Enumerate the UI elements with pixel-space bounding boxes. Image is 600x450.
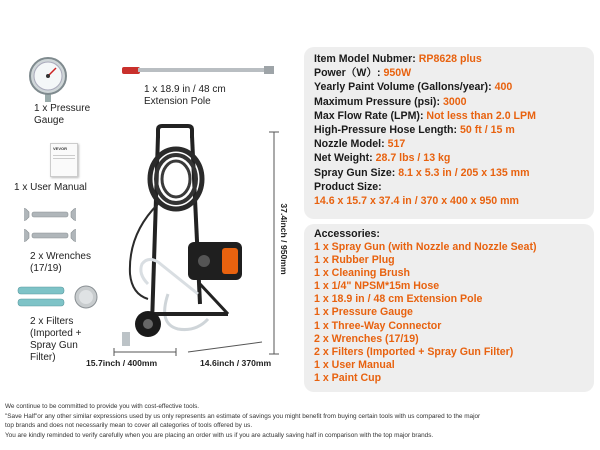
spec-value: 14.6 x 15.7 x 37.4 in / 370 x 400 x 950 mm (314, 195, 519, 208)
wrench-label-line1: 2 x Wrenches (30, 251, 91, 262)
user-manual-image (50, 143, 78, 177)
width-dimension: 15.7inch / 400mm (86, 358, 158, 368)
spec-label: Power（W）: (314, 67, 384, 80)
accessories-panel (304, 224, 594, 392)
filter-label-line2: (Imported + (30, 328, 82, 339)
accessory-item: 1 x Paint Cup (314, 371, 382, 384)
spec-line (314, 123, 594, 137)
accessory-item: 1 x Rubber Plug (314, 254, 395, 267)
spec-line (314, 151, 594, 165)
spec-value: 517 (387, 138, 406, 151)
spec-line (314, 66, 594, 80)
dimension-lines (84, 128, 294, 358)
accessory-item: 2 x Wrenches (17/19) (314, 332, 419, 345)
spec-value: 8.1 x 5.3 in / 205 x 135 mm (398, 166, 530, 179)
spec-label: High-Pressure Hose Length: (314, 124, 460, 137)
spec-line (314, 95, 594, 109)
spec-label: Spray Gun Size: (314, 166, 399, 179)
spec-label: Yearly Paint Volume (Gallons/year): (314, 81, 495, 94)
specs-list (304, 47, 594, 208)
manual-label: 1 x User Manual (14, 182, 87, 193)
footer-line-2: "Save Half"or any other similar expressions used by us only represents an estimate of savings you might benefit from buying certain tools with us compared to the major (5, 412, 481, 420)
accessory-item: 1 x 1/4" NPSM*15m Hose (314, 280, 440, 293)
pressure-gauge-image (28, 56, 68, 104)
spec-line (314, 52, 594, 66)
disclaimer-footer (5, 402, 595, 440)
accessory-item: 1 x Spray Gun (with Nozzle and Nozzle Seat) (314, 241, 537, 253)
spec-label: Item Model Nubmer: (314, 53, 419, 65)
gauge-label-line2: Gauge (34, 115, 65, 126)
spec-value: Not less than 2.0 LPM (426, 109, 536, 122)
accessory-item: 1 x 18.9 in / 48 cm Extension Pole (314, 293, 483, 306)
accessory-item: 1 x Pressure Gauge (314, 306, 413, 319)
accessory-item: 2 x Filters (Imported + Spray Gun Filter) (314, 345, 514, 358)
spec-value: 3000 (442, 95, 467, 108)
spec-line (314, 109, 594, 123)
spec-label: Net Weight: (314, 152, 376, 165)
spec-label: Product Size: (314, 180, 382, 193)
height-dimension: 37.4inch / 950mm (279, 203, 289, 275)
accessory-item: 1 x Three-Way Connector (314, 319, 442, 332)
accessories-title: Accessories: (314, 228, 380, 240)
depth-dimension: 14.6inch / 370mm (200, 358, 272, 368)
spec-label: Maximum Pressure (psi): (314, 95, 443, 108)
accessory-item: 1 x User Manual (314, 358, 395, 371)
spec-value: 50 ft / 15 m (459, 124, 515, 137)
spec-value: 28.7 lbs / 13 kg (375, 152, 451, 165)
spec-line (314, 166, 594, 180)
extension-pole-image (118, 60, 278, 80)
footer-line-4: You are kindly reminded to verify carefully when you are placing an order with us if you are actually saving half in comparison with the top major brands. (5, 431, 434, 439)
footer-line-1: We continue to be committed to provide you with cost-effective tools. (5, 403, 200, 410)
spec-value: 400 (494, 81, 513, 94)
spec-value: RP8628 plus (418, 53, 482, 65)
manual-cover-text: VEVOR (53, 146, 68, 151)
accessories-list (314, 241, 594, 385)
filter-label-line4: Filter) (30, 352, 56, 363)
spec-value: 950W (383, 67, 412, 80)
pole-label-line1: 1 x 18.9 in / 48 cm (144, 84, 226, 95)
filter-label-line3: Spray Gun (30, 340, 78, 351)
footer-line-3: top brands and does not necessarily mean to cover all categories of tools offered by us. (5, 422, 253, 430)
spec-label: Nozzle Model: (314, 138, 388, 151)
accessory-item: 1 x Cleaning Brush (314, 267, 410, 280)
spec-line (314, 80, 594, 94)
specs-panel (304, 47, 594, 219)
spec-line (314, 194, 594, 208)
spec-label: Max Flow Rate (LPM): (314, 109, 427, 122)
filter-label-line1: 2 x Filters (30, 316, 74, 327)
pole-label-line2: Extension Pole (144, 96, 211, 107)
wrenches-image (24, 206, 76, 246)
gauge-label-line1: 1 x Pressure (34, 103, 91, 114)
spec-line (314, 137, 594, 151)
spec-line (314, 180, 594, 194)
wrench-label-line2: (17/19) (30, 263, 62, 274)
